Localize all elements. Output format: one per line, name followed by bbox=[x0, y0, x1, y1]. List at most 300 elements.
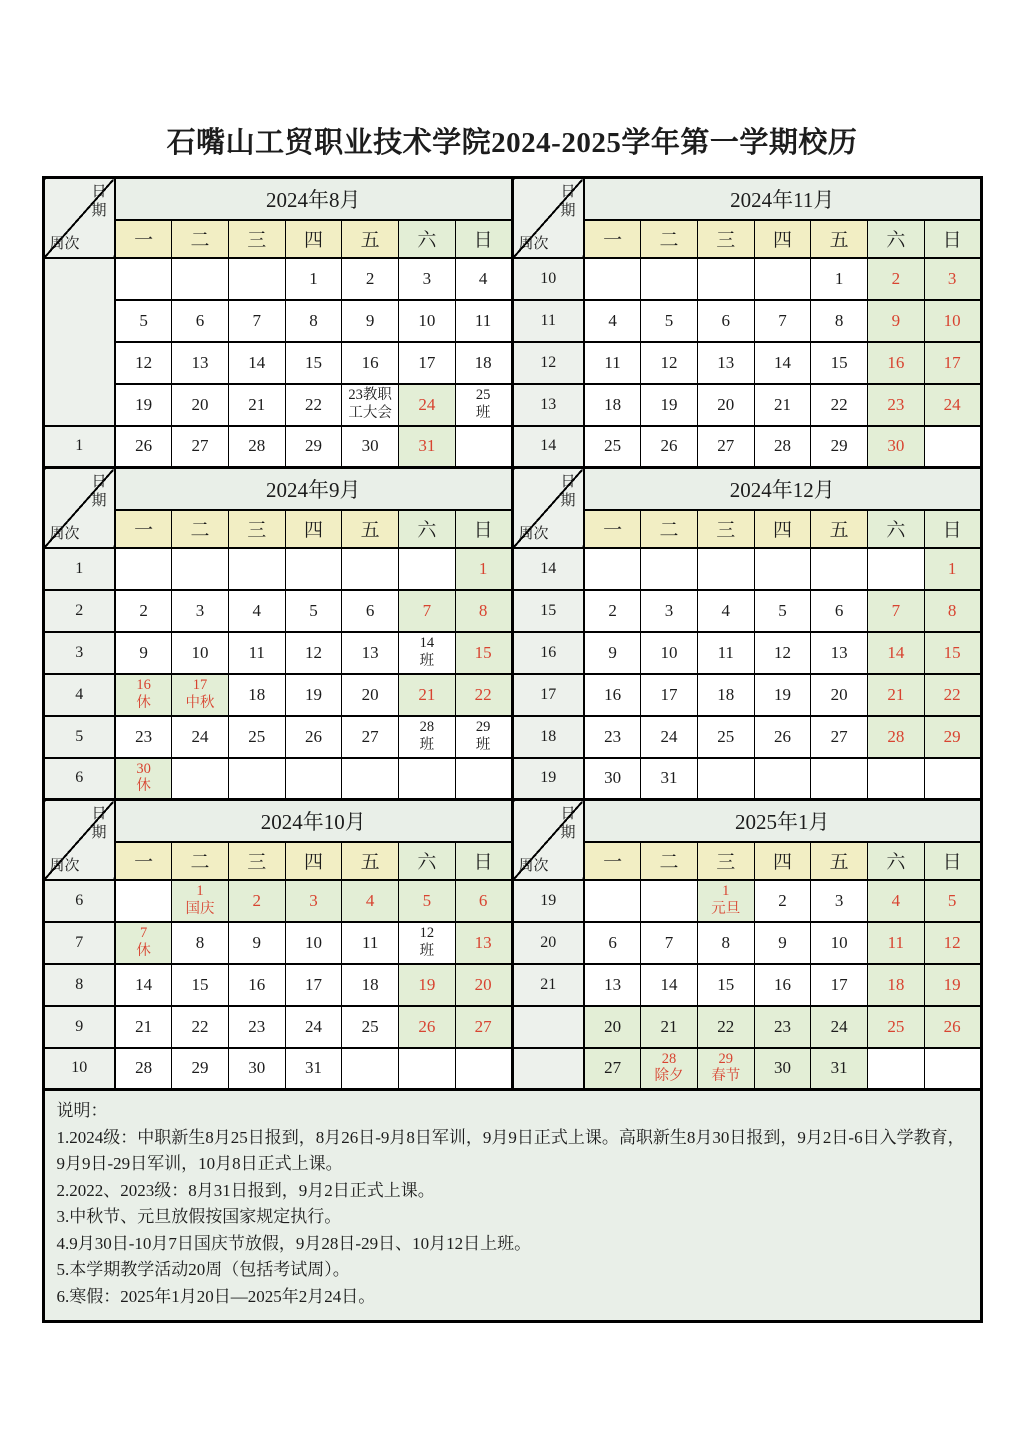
date-cell: 19 bbox=[754, 674, 811, 716]
date-cell: 29 bbox=[172, 1048, 229, 1090]
date-cell: 8 bbox=[172, 922, 229, 964]
date-cell: 26 bbox=[754, 716, 811, 758]
date-cell: 20 bbox=[697, 384, 754, 426]
month-calendar-2024-09 bbox=[42, 466, 514, 801]
date-cell: 27 bbox=[697, 426, 754, 468]
date-cell: 27 bbox=[584, 1048, 641, 1090]
date-cell bbox=[455, 1048, 512, 1090]
date-cell: 4 bbox=[342, 880, 399, 922]
weekday-header-cell: 三 bbox=[697, 510, 754, 548]
week-number-cell: 2 bbox=[43, 590, 115, 632]
week-number-cell: 13 bbox=[512, 384, 584, 426]
week-axis-label: 周次 bbox=[49, 235, 80, 252]
date-cell bbox=[697, 1048, 754, 1090]
weekday-header-cell: 二 bbox=[641, 220, 698, 258]
weekday-header-cell: 一 bbox=[584, 842, 641, 880]
date-cell: 14 bbox=[641, 964, 698, 1006]
date-cell bbox=[399, 1048, 456, 1090]
date-cell: 10 bbox=[641, 632, 698, 674]
week-number-cell: 21 bbox=[512, 964, 584, 1006]
date-cell bbox=[172, 674, 229, 716]
month-calendar-2024-10 bbox=[42, 798, 514, 1091]
week-number-cell: 5 bbox=[43, 716, 115, 758]
date-annotation: 国庆 bbox=[185, 900, 215, 917]
date-cell: 29 bbox=[285, 426, 342, 468]
weekday-header-cell: 二 bbox=[172, 510, 229, 548]
date-cell: 5 bbox=[924, 880, 981, 922]
date-cell: 6 bbox=[811, 590, 868, 632]
date-cell: 20 bbox=[455, 964, 512, 1006]
week-number-cell: 14 bbox=[512, 426, 584, 468]
date-cell bbox=[172, 758, 229, 800]
week-axis-label: 周次 bbox=[518, 525, 549, 542]
month-calendar-2024-08 bbox=[42, 176, 514, 469]
note-item: 2.2022、2023级：8月31日报到，9月2日正式上课。 bbox=[56, 1180, 435, 1200]
week-number-cell: 4 bbox=[43, 674, 115, 716]
date-cell: 20 bbox=[584, 1006, 641, 1048]
date-cell bbox=[228, 548, 285, 590]
date-number: 14 bbox=[419, 635, 435, 652]
date-cell: 30 bbox=[584, 758, 641, 800]
date-cell: 8 bbox=[455, 590, 512, 632]
date-cell: 4 bbox=[455, 258, 512, 300]
date-annotation: 班 bbox=[419, 942, 435, 959]
week-number-cell: 7 bbox=[43, 922, 115, 964]
date-cell: 24 bbox=[811, 1006, 868, 1048]
date-cell: 15 bbox=[811, 342, 868, 384]
calendar-grid bbox=[42, 176, 983, 1091]
date-cell: 5 bbox=[399, 880, 456, 922]
weekday-header-cell: 日 bbox=[455, 220, 512, 258]
week-number-cell: 3 bbox=[43, 632, 115, 674]
date-cell bbox=[342, 758, 399, 800]
week-number-cell: 1 bbox=[43, 426, 115, 468]
date-cell bbox=[868, 758, 925, 800]
date-cell: 20 bbox=[811, 674, 868, 716]
date-cell: 31 bbox=[641, 758, 698, 800]
weekday-header-cell: 五 bbox=[811, 220, 868, 258]
date-cell: 6 bbox=[455, 880, 512, 922]
date-cell: 30 bbox=[342, 426, 399, 468]
weekday-header-cell: 二 bbox=[172, 220, 229, 258]
date-cell: 9 bbox=[115, 632, 172, 674]
corner-cell bbox=[512, 800, 584, 880]
date-cell bbox=[811, 758, 868, 800]
weekday-header-cell: 三 bbox=[228, 510, 285, 548]
date-cell: 25 bbox=[342, 1006, 399, 1048]
date-cell: 26 bbox=[285, 716, 342, 758]
date-axis-label: 日期 bbox=[560, 806, 576, 841]
weekday-header-cell: 二 bbox=[641, 510, 698, 548]
month-title: 2024年12月 bbox=[584, 468, 981, 510]
date-cell bbox=[285, 548, 342, 590]
date-cell: 11 bbox=[868, 922, 925, 964]
date-cell bbox=[584, 258, 641, 300]
week-number-cell bbox=[512, 1048, 584, 1090]
week-number-cell: 9 bbox=[43, 1006, 115, 1048]
month-title: 2024年11月 bbox=[584, 178, 981, 220]
weekday-header-cell: 六 bbox=[868, 510, 925, 548]
date-cell: 30 bbox=[228, 1048, 285, 1090]
week-number-cell: 20 bbox=[512, 922, 584, 964]
week-number-cell: 18 bbox=[512, 716, 584, 758]
date-cell: 14 bbox=[868, 632, 925, 674]
date-cell: 17 bbox=[641, 674, 698, 716]
note-item: 4.9月30日-10月7日国庆节放假，9月28日-29日、10月12日上班。 bbox=[56, 1233, 532, 1253]
date-cell: 22 bbox=[924, 674, 981, 716]
date-cell bbox=[697, 758, 754, 800]
week-number-cell bbox=[512, 1006, 584, 1048]
date-number: 29 bbox=[475, 719, 491, 736]
corner-cell bbox=[43, 178, 115, 258]
date-cell bbox=[868, 548, 925, 590]
date-cell bbox=[584, 880, 641, 922]
date-cell: 13 bbox=[584, 964, 641, 1006]
date-annotation: 元旦 bbox=[711, 900, 741, 917]
date-cell: 23 bbox=[228, 1006, 285, 1048]
weekday-header-cell: 一 bbox=[115, 220, 172, 258]
date-cell: 31 bbox=[285, 1048, 342, 1090]
date-cell: 14 bbox=[754, 342, 811, 384]
page-title: 石嘴山工贸职业技术学院2024-2025学年第一学期校历 bbox=[166, 127, 858, 159]
date-cell: 4 bbox=[584, 300, 641, 342]
weekday-header-cell: 二 bbox=[172, 842, 229, 880]
date-cell: 18 bbox=[228, 674, 285, 716]
date-cell: 24 bbox=[924, 384, 981, 426]
weekday-header-cell: 六 bbox=[399, 220, 456, 258]
corner-cell bbox=[43, 800, 115, 880]
week-number-cell: 17 bbox=[512, 674, 584, 716]
date-cell: 22 bbox=[455, 674, 512, 716]
date-cell: 9 bbox=[754, 922, 811, 964]
week-number-cell: 19 bbox=[512, 880, 584, 922]
date-cell bbox=[641, 548, 698, 590]
date-cell: 16 bbox=[342, 342, 399, 384]
date-number: 30 bbox=[136, 761, 151, 778]
date-cell: 17 bbox=[399, 342, 456, 384]
date-cell bbox=[924, 758, 981, 800]
date-cell: 19 bbox=[924, 964, 981, 1006]
date-annotation: 班 bbox=[419, 736, 435, 753]
weekday-header-cell: 一 bbox=[584, 220, 641, 258]
date-cell: 24 bbox=[172, 716, 229, 758]
date-cell bbox=[228, 258, 285, 300]
date-cell: 15 bbox=[172, 964, 229, 1006]
date-cell bbox=[399, 548, 456, 590]
date-cell: 16 bbox=[754, 964, 811, 1006]
date-cell: 3 bbox=[924, 258, 981, 300]
date-cell bbox=[641, 1048, 698, 1090]
date-cell: 23 bbox=[868, 384, 925, 426]
date-cell bbox=[584, 548, 641, 590]
corner-cell bbox=[512, 178, 584, 258]
date-cell: 4 bbox=[228, 590, 285, 632]
date-cell: 21 bbox=[399, 674, 456, 716]
date-cell bbox=[399, 716, 456, 758]
date-cell: 12 bbox=[754, 632, 811, 674]
date-cell: 19 bbox=[115, 384, 172, 426]
date-cell: 1 bbox=[455, 548, 512, 590]
weekday-header-cell: 四 bbox=[754, 842, 811, 880]
note-item: 1.2024级：中职新生8月25日报到，8月26日-9月8日军训，9月9日正式上课。高职新生8月30日报到，9月2日-6日入学教育，9月9日-29日军训，10月8日正式上课。 bbox=[56, 1127, 965, 1174]
week-number-cell: 6 bbox=[43, 880, 115, 922]
date-cell: 23 bbox=[584, 716, 641, 758]
date-annotation: 休 bbox=[136, 694, 151, 711]
week-number-cell: 10 bbox=[512, 258, 584, 300]
note-item: 6.寒假：2025年1月20日—2025年2月24日。 bbox=[56, 1286, 376, 1306]
date-cell: 1 bbox=[811, 258, 868, 300]
date-cell: 11 bbox=[697, 632, 754, 674]
date-number: 25 bbox=[475, 387, 491, 404]
date-cell: 23 bbox=[754, 1006, 811, 1048]
date-cell: 26 bbox=[924, 1006, 981, 1048]
weekday-header-cell: 一 bbox=[584, 510, 641, 548]
date-cell: 10 bbox=[811, 922, 868, 964]
weekday-header-cell: 四 bbox=[285, 220, 342, 258]
date-number: 1 bbox=[722, 883, 730, 900]
date-cell bbox=[455, 758, 512, 800]
date-cell: 18 bbox=[584, 384, 641, 426]
date-cell: 21 bbox=[641, 1006, 698, 1048]
weekday-header-cell: 三 bbox=[228, 842, 285, 880]
date-cell: 26 bbox=[399, 1006, 456, 1048]
weekday-header-cell: 三 bbox=[228, 220, 285, 258]
weekday-header-cell: 四 bbox=[285, 510, 342, 548]
date-number: 17 bbox=[192, 677, 208, 694]
week-axis-label: 周次 bbox=[518, 235, 549, 252]
weekday-header-cell: 五 bbox=[811, 510, 868, 548]
date-cell: 5 bbox=[285, 590, 342, 632]
date-cell: 13 bbox=[342, 632, 399, 674]
date-cell: 3 bbox=[641, 590, 698, 632]
date-cell bbox=[754, 258, 811, 300]
date-axis-label: 日期 bbox=[91, 474, 107, 509]
date-cell bbox=[115, 548, 172, 590]
date-cell: 5 bbox=[754, 590, 811, 632]
weekday-header-cell: 六 bbox=[399, 510, 456, 548]
date-annotation: 除夕 bbox=[654, 1068, 684, 1085]
date-cell: 16 bbox=[228, 964, 285, 1006]
weekday-header-cell: 五 bbox=[811, 842, 868, 880]
date-cell: 3 bbox=[811, 880, 868, 922]
date-cell: 3 bbox=[172, 590, 229, 632]
date-cell: 3 bbox=[285, 880, 342, 922]
week-number-cell: 6 bbox=[43, 758, 115, 800]
note-item: 3.中秋节、元旦放假按国家规定执行。 bbox=[56, 1207, 342, 1227]
date-cell: 11 bbox=[584, 342, 641, 384]
date-cell: 25 bbox=[228, 716, 285, 758]
corner-cell bbox=[512, 468, 584, 548]
date-cell: 1 bbox=[924, 548, 981, 590]
date-cell: 21 bbox=[754, 384, 811, 426]
date-cell bbox=[115, 258, 172, 300]
date-cell: 9 bbox=[228, 922, 285, 964]
weekday-header-cell: 五 bbox=[342, 842, 399, 880]
date-cell: 22 bbox=[697, 1006, 754, 1048]
week-number-cell: 16 bbox=[512, 632, 584, 674]
week-number-cell: 12 bbox=[512, 342, 584, 384]
date-cell: 26 bbox=[115, 426, 172, 468]
date-cell: 14 bbox=[228, 342, 285, 384]
date-cell: 20 bbox=[342, 674, 399, 716]
date-cell bbox=[455, 716, 512, 758]
date-cell bbox=[172, 258, 229, 300]
date-cell: 18 bbox=[868, 964, 925, 1006]
month-title: 2024年10月 bbox=[115, 800, 512, 842]
date-cell: 17 bbox=[285, 964, 342, 1006]
date-annotation: 休 bbox=[136, 942, 151, 959]
date-cell: 14 bbox=[115, 964, 172, 1006]
date-cell: 7 bbox=[399, 590, 456, 632]
date-cell: 16 bbox=[868, 342, 925, 384]
weekday-header-cell: 日 bbox=[455, 842, 512, 880]
date-cell: 29 bbox=[811, 426, 868, 468]
date-number: 23教职 bbox=[348, 387, 392, 404]
date-cell: 15 bbox=[697, 964, 754, 1006]
date-cell: 22 bbox=[811, 384, 868, 426]
date-annotation: 班 bbox=[475, 736, 491, 753]
date-cell: 6 bbox=[584, 922, 641, 964]
date-cell: 25 bbox=[868, 1006, 925, 1048]
weekday-header-cell: 四 bbox=[285, 842, 342, 880]
date-cell bbox=[399, 632, 456, 674]
date-cell bbox=[342, 384, 399, 426]
week-number-cell: 11 bbox=[512, 300, 584, 342]
date-cell: 19 bbox=[285, 674, 342, 716]
date-cell bbox=[342, 1048, 399, 1090]
date-axis-label: 日期 bbox=[560, 474, 576, 509]
date-cell: 7 bbox=[641, 922, 698, 964]
date-cell bbox=[228, 758, 285, 800]
date-axis-label: 日期 bbox=[560, 184, 576, 219]
date-cell: 12 bbox=[285, 632, 342, 674]
week-number-cell: 19 bbox=[512, 758, 584, 800]
date-cell: 13 bbox=[455, 922, 512, 964]
date-cell bbox=[697, 548, 754, 590]
date-cell: 10 bbox=[924, 300, 981, 342]
date-cell: 7 bbox=[754, 300, 811, 342]
date-cell: 15 bbox=[924, 632, 981, 674]
date-cell: 30 bbox=[868, 426, 925, 468]
week-number-cell: 15 bbox=[512, 590, 584, 632]
date-cell: 5 bbox=[115, 300, 172, 342]
date-cell bbox=[115, 674, 172, 716]
week-axis-label: 周次 bbox=[49, 525, 80, 542]
date-number: 28 bbox=[419, 719, 435, 736]
date-cell: 8 bbox=[924, 590, 981, 632]
weekday-header-cell: 四 bbox=[754, 220, 811, 258]
date-cell: 8 bbox=[285, 300, 342, 342]
date-cell: 16 bbox=[584, 674, 641, 716]
date-cell: 19 bbox=[641, 384, 698, 426]
date-cell: 15 bbox=[285, 342, 342, 384]
date-cell: 8 bbox=[811, 300, 868, 342]
weekday-header-cell: 五 bbox=[342, 220, 399, 258]
calendar-band bbox=[42, 466, 983, 801]
weekday-header-cell: 三 bbox=[697, 220, 754, 258]
date-axis-label: 日期 bbox=[91, 184, 107, 219]
date-cell: 7 bbox=[868, 590, 925, 632]
date-cell: 6 bbox=[172, 300, 229, 342]
date-cell: 18 bbox=[455, 342, 512, 384]
date-cell: 27 bbox=[342, 716, 399, 758]
date-cell: 21 bbox=[115, 1006, 172, 1048]
month-calendar-2024-12 bbox=[511, 466, 983, 801]
week-number-cell: 1 bbox=[43, 548, 115, 590]
week-number-cell bbox=[43, 258, 115, 426]
date-cell bbox=[924, 426, 981, 468]
notes-section bbox=[42, 1088, 983, 1323]
date-cell: 22 bbox=[285, 384, 342, 426]
date-cell: 19 bbox=[399, 964, 456, 1006]
date-cell: 2 bbox=[754, 880, 811, 922]
date-cell bbox=[172, 548, 229, 590]
date-cell: 24 bbox=[285, 1006, 342, 1048]
date-cell: 1 bbox=[285, 258, 342, 300]
date-cell: 6 bbox=[342, 590, 399, 632]
date-cell: 13 bbox=[811, 632, 868, 674]
week-number-cell: 14 bbox=[512, 548, 584, 590]
date-cell: 24 bbox=[641, 716, 698, 758]
date-cell: 28 bbox=[228, 426, 285, 468]
week-number-cell: 10 bbox=[43, 1048, 115, 1090]
date-annotation: 休 bbox=[136, 778, 151, 795]
date-cell: 8 bbox=[697, 922, 754, 964]
note-item: 5.本学期教学活动20周（包括考试周）。 bbox=[56, 1260, 350, 1280]
date-cell: 2 bbox=[584, 590, 641, 632]
date-cell bbox=[868, 1048, 925, 1090]
date-cell: 29 bbox=[924, 716, 981, 758]
date-cell: 2 bbox=[868, 258, 925, 300]
date-cell: 11 bbox=[342, 922, 399, 964]
date-axis-label: 日期 bbox=[91, 806, 107, 841]
date-cell bbox=[172, 880, 229, 922]
date-cell: 20 bbox=[172, 384, 229, 426]
date-cell: 28 bbox=[115, 1048, 172, 1090]
calendar-page bbox=[42, 0, 983, 1323]
date-cell bbox=[754, 758, 811, 800]
date-cell: 18 bbox=[697, 674, 754, 716]
date-cell: 26 bbox=[641, 426, 698, 468]
date-cell bbox=[342, 548, 399, 590]
date-cell: 6 bbox=[697, 300, 754, 342]
month-title: 2025年1月 bbox=[584, 800, 981, 842]
date-number: 28 bbox=[661, 1051, 677, 1068]
date-cell: 13 bbox=[697, 342, 754, 384]
weekday-header-cell: 日 bbox=[455, 510, 512, 548]
weekday-header-cell: 一 bbox=[115, 842, 172, 880]
date-cell: 11 bbox=[455, 300, 512, 342]
date-number: 29 bbox=[718, 1051, 733, 1068]
date-cell: 9 bbox=[342, 300, 399, 342]
date-cell bbox=[641, 258, 698, 300]
date-cell bbox=[115, 758, 172, 800]
date-annotation: 春节 bbox=[711, 1068, 741, 1085]
date-number: 1 bbox=[196, 883, 204, 900]
date-cell bbox=[455, 426, 512, 468]
date-cell: 21 bbox=[228, 384, 285, 426]
month-calendar-2025-01 bbox=[511, 798, 983, 1091]
date-cell: 30 bbox=[754, 1048, 811, 1090]
date-cell: 7 bbox=[228, 300, 285, 342]
date-cell: 12 bbox=[115, 342, 172, 384]
date-cell: 4 bbox=[697, 590, 754, 632]
date-cell bbox=[399, 758, 456, 800]
date-cell bbox=[285, 758, 342, 800]
date-cell: 12 bbox=[641, 342, 698, 384]
date-cell: 11 bbox=[228, 632, 285, 674]
date-cell: 18 bbox=[342, 964, 399, 1006]
